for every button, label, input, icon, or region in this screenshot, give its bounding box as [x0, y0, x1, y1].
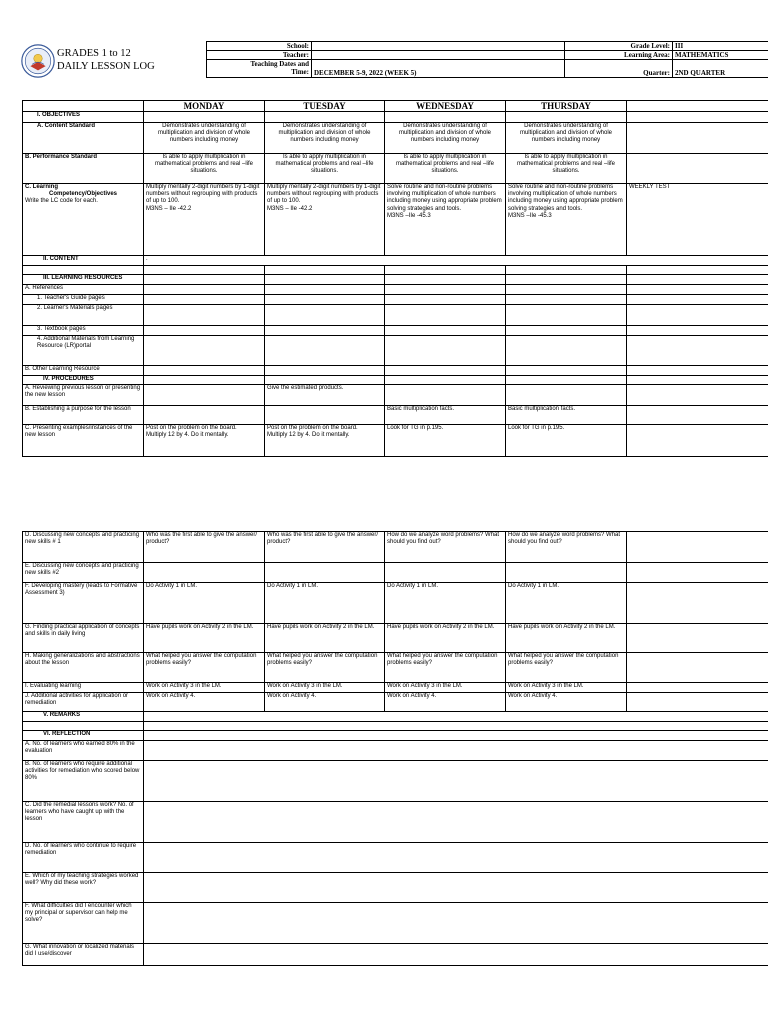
procedure-h-thursday: What helped you answer the computation problems easily?: [506, 653, 627, 683]
section-reflection: VI. REFLECTION: [23, 731, 144, 741]
deped-seal-logo: [21, 44, 55, 78]
procedure-f-friday: [627, 583, 768, 624]
performance-standard-thursday: Is able to apply multiplication in mathematical problems and real –life situations.: [506, 154, 627, 184]
section-learning-resources: III. LEARNING RESOURCES: [23, 275, 144, 285]
reflection-a-label: A. No. of learners who earned 80% in the evaluation: [23, 741, 144, 761]
reflection-e-label: E. Which of my teaching strategies worked well? Why did these work?: [23, 873, 144, 903]
reflection-c-label: C. Did the remedial lessons work? No. of learners who have caught up with the lesson: [23, 802, 144, 843]
title-line-2: DAILY LESSON LOG: [57, 61, 155, 72]
competency-tuesday: Multiply mentally 2-digit numbers by 1-digit numbers without regrouping with products of up to 100. M3NS – IIe -42.2: [265, 184, 385, 256]
procedure-g-label: G. Finding practical application of concepts and skills in daily living: [23, 624, 144, 653]
day-header-tuesday: TUESDAY: [265, 101, 385, 112]
procedure-d-thursday: How do we analyze word problems? What should you find out?: [506, 532, 627, 563]
procedure-i-tuesday: Work on Activity 3 in the LM.: [265, 683, 385, 693]
procedure-b-monday: [144, 406, 265, 425]
dates-label: Teaching Dates and Time:: [207, 60, 312, 78]
content-standard-monday: Demonstrates understanding of multiplication and division of whole numbers including money: [144, 123, 265, 154]
reflection-f-label: F. What difficulties did I encounter which my principal or supervisor can help me solve?: [23, 903, 144, 944]
procedure-g-monday: Have pupils work on Activity 2 in the LM.: [144, 624, 265, 653]
procedure-j-label: J. Additional activities for application or remediation: [23, 693, 144, 712]
procedure-e-label: E. Discussing new concepts and practicing new skills #2: [23, 563, 144, 583]
procedure-a-label: A. Reviewing previous lesson or presenting the new lesson: [23, 385, 144, 406]
title-line-1: GRADES 1 to 12: [57, 48, 131, 59]
procedure-a-tuesday: Give the estimated products.: [265, 385, 385, 406]
section-content: II. CONTENT: [23, 256, 144, 266]
procedure-c-label: C. Presenting examples/instances of the new lesson: [23, 425, 144, 457]
corner-cell: [23, 101, 144, 112]
procedure-h-label: H. Making generalizations and abstractions about the lesson: [23, 653, 144, 683]
procedure-c-tuesday: Post on the problem on the board. Multiply 12 by 4. Do it mentally.: [265, 425, 385, 457]
procedure-d-monday: Who was the first able to give the answer/ product?: [144, 532, 265, 563]
section-objectives: I. OBJECTIVES: [23, 112, 144, 123]
competency-wednesday: Solve routine and non-routine problems involving multiplication of whole numbers including money using appropriate problem solving strategies and tools. M3NS –IIe -45.3: [385, 184, 506, 256]
procedure-j-tuesday: Work on Activity 4.: [265, 693, 385, 712]
day-header-monday: MONDAY: [144, 101, 265, 112]
procedure-d-label: D. Discussing new concepts and practicing new skills # 1: [23, 532, 144, 563]
procedure-a-wednesday: [385, 385, 506, 406]
procedure-d-wednesday: How do we analyze word problems? What should you find out?: [385, 532, 506, 563]
teachers-guide-label: 1. Teacher's Guide pages: [23, 295, 144, 305]
content-standard-thursday: Demonstrates understanding of multiplication and division of whole numbers including money: [506, 123, 627, 154]
grade-level-label: Grade Level:: [565, 42, 673, 51]
learning-area-value: MATHEMATICS: [673, 51, 768, 60]
school-value: [312, 42, 565, 51]
content-standard-label: A. Content Standard: [23, 123, 144, 154]
school-label: School:: [207, 42, 312, 51]
procedure-h-monday: What helped you answer the computation problems easily?: [144, 653, 265, 683]
lesson-log-table-part1: [22, 100, 768, 457]
day-header-thursday: THURSDAY: [506, 101, 627, 112]
quarter-value: 2ND QUARTER: [673, 60, 768, 78]
procedure-f-monday: Do Activity 1 in LM.: [144, 583, 265, 624]
performance-standard-label: B. Performance Standard: [23, 154, 144, 184]
reflection-d-label: D. No. of learners who continue to require remediation: [23, 843, 144, 873]
teacher-label: Teacher:: [207, 51, 312, 60]
procedure-h-friday: [627, 653, 768, 683]
day-header-friday: [627, 101, 768, 112]
procedure-f-label: F. Developing mastery (leads to Formative Assessment 3): [23, 583, 144, 624]
content-standard-tuesday: Demonstrates understanding of multiplication and division of whole numbers including money: [265, 123, 385, 154]
procedure-f-wednesday: Do Activity 1 in LM.: [385, 583, 506, 624]
procedure-b-friday: [627, 406, 768, 425]
procedure-d-friday: [627, 532, 768, 563]
performance-standard-wednesday: Is able to apply multiplication in mathematical problems and real –life situations.: [385, 154, 506, 184]
learning-area-label: Learning Area:: [565, 51, 673, 60]
content-standard-wednesday: Demonstrates understanding of multiplication and division of whole numbers including money: [385, 123, 506, 154]
procedure-c-monday: Post on the problem on the board. Multiply 12 by 4. Do it mentally.: [144, 425, 265, 457]
learners-materials-label: 2. Learner's Materials pages: [23, 305, 144, 326]
day-header-wednesday: WEDNESDAY: [385, 101, 506, 112]
header-info-table: [206, 41, 768, 78]
procedure-c-wednesday: Look for TG in p.195.: [385, 425, 506, 457]
performance-standard-friday: [627, 154, 768, 184]
procedure-b-tuesday: [265, 406, 385, 425]
procedure-c-thursday: Look for TG in p.195.: [506, 425, 627, 457]
performance-standard-monday: Is able to apply multiplication in mathematical problems and real –life situations.: [144, 154, 265, 184]
quarter-label: Quarter:: [565, 60, 673, 78]
content-standard-friday: [627, 123, 768, 154]
procedure-i-wednesday: Work on Activity 3 in the LM.: [385, 683, 506, 693]
procedure-a-thursday: [506, 385, 627, 406]
dates-value: DECEMBER 5-9, 2022 (WEEK 5): [312, 60, 565, 78]
procedure-j-thursday: Work on Activity 4.: [506, 693, 627, 712]
procedure-i-friday: [627, 683, 768, 693]
procedure-i-label: I. Evaluating learning: [23, 683, 144, 693]
procedure-j-monday: Work on Activity 4.: [144, 693, 265, 712]
procedure-a-monday: [144, 385, 265, 406]
procedure-f-tuesday: Do Activity 1 in LM.: [265, 583, 385, 624]
competency-friday: WEEKLY TEST: [627, 184, 768, 256]
procedure-j-friday: [627, 693, 768, 712]
procedure-g-thursday: Have pupils work on Activity 2 in the LM.: [506, 624, 627, 653]
procedure-h-tuesday: What helped you answer the computation problems easily?: [265, 653, 385, 683]
procedure-i-monday: Work on Activity 3 in the LM.: [144, 683, 265, 693]
procedure-b-label: B. Establishing a purpose for the lesson: [23, 406, 144, 425]
additional-materials-label: 4. Additional Materials from Learning Resource (LR)portal: [23, 336, 144, 366]
reflection-b-label: B. No. of learners who require additional activities for remediation who scored below 80%: [23, 761, 144, 802]
procedure-f-thursday: Do Activity 1 in LM.: [506, 583, 627, 624]
procedure-d-tuesday: Who was the first able to give the answer/ product?: [265, 532, 385, 563]
teacher-value: [312, 51, 565, 60]
competency-label: C. Learning Competency/Objectives Write the LC code for each.: [23, 184, 144, 256]
lesson-log-table-part2: [22, 531, 768, 966]
procedure-g-friday: [627, 624, 768, 653]
procedure-c-friday: [627, 425, 768, 457]
competency-monday: Multiply mentally 2-digit numbers by 1-digit numbers without regrouping with products of up to 100. M3NS – IIe -42.2: [144, 184, 265, 256]
procedure-j-wednesday: Work on Activity 4.: [385, 693, 506, 712]
procedure-g-wednesday: Have pupils work on Activity 2 in the LM.: [385, 624, 506, 653]
procedure-g-tuesday: Have pupils work on Activity 2 in the LM.: [265, 624, 385, 653]
document-title: [57, 47, 155, 73]
procedure-a-friday: [627, 385, 768, 406]
procedure-i-thursday: Work on Activity 3 in the LM.: [506, 683, 627, 693]
grade-level-value: III: [673, 42, 768, 51]
reflection-g-label: G. What innovation or localized materials did I use/discover: [23, 944, 144, 966]
performance-standard-tuesday: Is able to apply multiplication in mathematical problems and real –life situations.: [265, 154, 385, 184]
competency-thursday: Solve routine and non-routine problems involving multiplication of whole numbers including money using appropriate problem solving strategies and tools. M3NS –IIe -45.3: [506, 184, 627, 256]
content-value: .: [144, 256, 768, 266]
section-procedures: IV. PROCEDURES: [23, 376, 144, 385]
textbook-pages-label: 3. Textbook pages: [23, 326, 144, 336]
procedure-b-wednesday: Basic multiplication facts.: [385, 406, 506, 425]
other-resource-label: B. Other Learning Resource: [23, 366, 144, 376]
references-label: A. References: [23, 285, 144, 295]
procedure-h-wednesday: What helped you answer the computation problems easily?: [385, 653, 506, 683]
section-remarks: V. REMARKS: [23, 712, 144, 722]
procedure-b-thursday: Basic multiplication facts.: [506, 406, 627, 425]
